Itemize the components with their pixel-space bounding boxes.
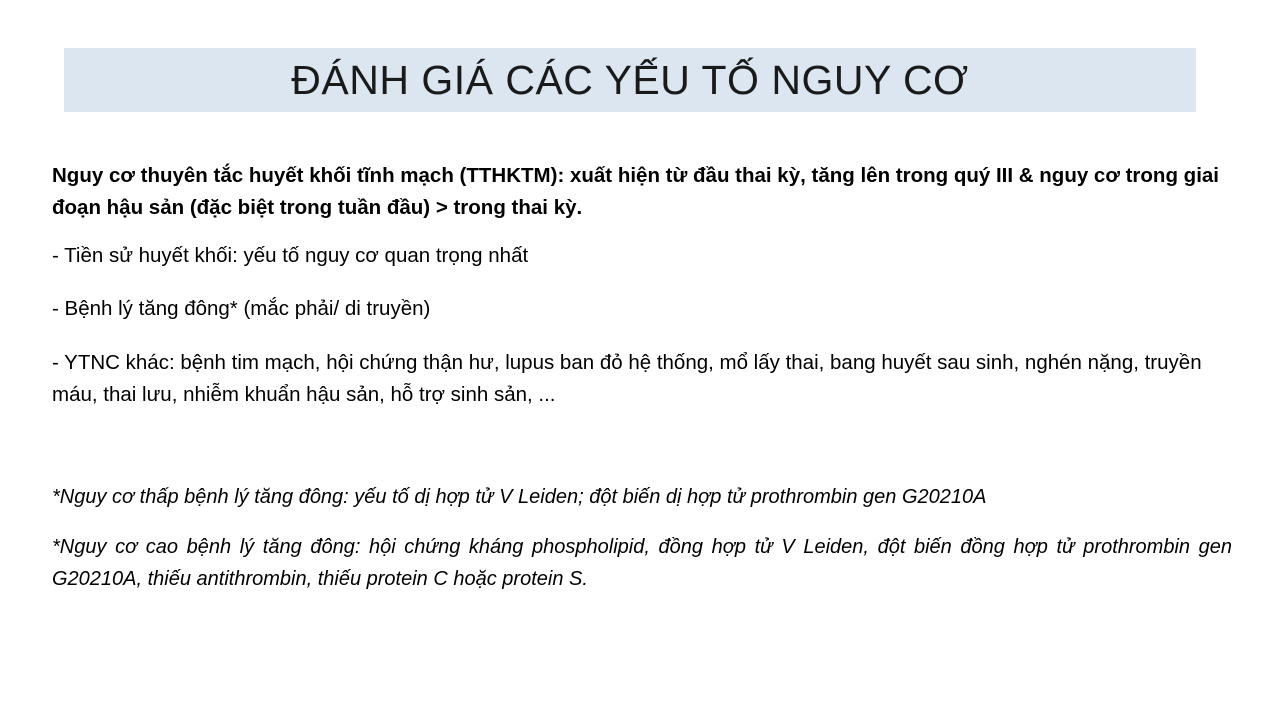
page-title: ĐÁNH GIÁ CÁC YẾU TỐ NGUY CƠ [291, 56, 969, 103]
bullet-item-2: - Bệnh lý tăng đông* (mắc phải/ di truyền) [52, 297, 431, 321]
bullet-item-3: - YTNC khác: bệnh tim mạch, hội chứng thận hư, lupus ban đỏ hệ thống, mổ lấy thai, bang huyết sau sinh, nghén nặng, truyền máu, thai lưu, nhiễm khuẩn hậu sản, hỗ trợ sinh sản, ... [52, 351, 1202, 406]
footnote-high-risk: *Nguy cơ cao bệnh lý tăng đông: hội chứng kháng phospholipid, đồng hợp tử V Leiden, đột biến đồng hợp tử prothrombin gen G20210A, thiếu antithrombin, thiếu protein C hoặc protein S. [52, 535, 1232, 590]
lead-paragraph: Nguy cơ thuyên tắc huyết khối tĩnh mạch (TTHKTM): xuất hiện từ đầu thai kỳ, tăng lên trong quý III & nguy cơ trong giai đoạn hậu sản (đặc biệt trong tuần đầu) > trong thai kỳ. [52, 164, 1219, 219]
footnote-low-risk: *Nguy cơ thấp bệnh lý tăng đông: yếu tố dị hợp tử V Leiden; đột biến dị hợp tử prothrombin gen G20210A [52, 485, 987, 508]
title-banner [64, 48, 1196, 112]
slide-body [52, 160, 1232, 595]
bullet-item-1: - Tiền sử huyết khối: yếu tố nguy cơ quan trọng nhất [52, 243, 529, 267]
body-spacer [52, 429, 1232, 481]
